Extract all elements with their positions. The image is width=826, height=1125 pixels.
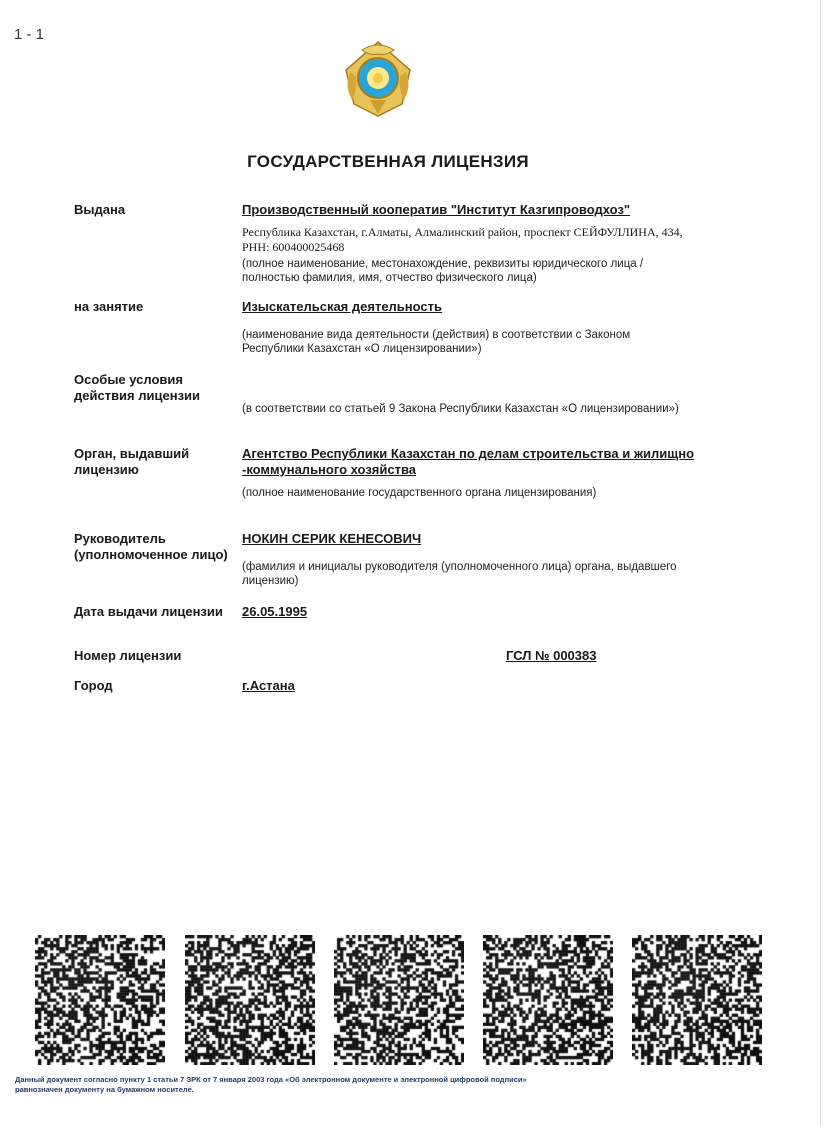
issued-to-address: Республика Казахстан, г.Алматы, Алмалинский район, проспект СЕЙФУЛЛИНА, 434, (242, 225, 683, 239)
head-label: (уполномоченное лицо) (74, 547, 228, 562)
qr-code (185, 935, 315, 1065)
special-conditions-label: Особые условия (74, 372, 183, 387)
document-title: ГОСУДАРСТВЕННАЯ ЛИЦЕНЗИЯ (247, 152, 529, 171)
issued-to-label: Выдана (74, 202, 126, 217)
special-conditions-note: (в соответствии со статьей 9 Закона Республики Казахстан «О лицензировании») (242, 403, 679, 415)
footer-line: равнозначен документу на бумажном носителе. (15, 1085, 194, 1094)
authority-note: (полное наименование государственного органа лицензирования) (242, 487, 597, 499)
authority-label: Орган, выдавший (74, 446, 190, 461)
page-number: 1 - 1 (14, 26, 45, 43)
qr-code (483, 935, 613, 1065)
head-value: НОКИН СЕРИК КЕНЕСОВИЧ (242, 531, 422, 546)
scan-edge (820, 0, 821, 1125)
head-label: Руководитель (74, 531, 166, 546)
qr-code (35, 935, 165, 1065)
issued-to-rnn: РНН: 600400025468 (242, 240, 345, 254)
city-label: Город (74, 678, 113, 693)
issue-date-value: 26.05.1995 (242, 604, 308, 619)
issue-date-label: Дата выдачи лицензии (74, 604, 223, 619)
issued-to-name: Производственный кооператив "Институт Казгипроводхоз" (242, 202, 631, 217)
head-note: лицензию) (242, 575, 299, 587)
qr-code-row (35, 935, 775, 1067)
authority-value: Агентство Республики Казахстан по делам строительства и жилищно (242, 446, 695, 461)
activity-label: на занятие (74, 299, 144, 314)
activity-note: Республики Казахстан «О лицензировании») (242, 343, 482, 355)
head-note: (фамилия и инициалы руководителя (уполномоченного лица) органа, выдавшего (242, 561, 677, 573)
activity-value: Изыскательская деятельность (242, 299, 443, 314)
footer-line: Данный документ согласно пункту 1 статьи 7 ЗРК от 7 января 2003 года «Об электронном документе и электронной цифровой подписи» (15, 1075, 527, 1084)
activity-note: (наименование вида деятельности (действия) в соответствии с Законом (242, 329, 631, 341)
state-emblem-icon (340, 38, 416, 120)
authority-value: -коммунального хозяйства (242, 462, 417, 477)
qr-code (632, 935, 762, 1065)
qr-code (334, 935, 464, 1065)
footer-legal-note (15, 1075, 635, 1095)
license-number-value: ГСЛ № 000383 (506, 648, 597, 663)
authority-label: лицензию (74, 462, 139, 477)
issued-to-note: (полное наименование, местонахождение, реквизиты юридического лица / (242, 258, 644, 270)
license-number-label: Номер лицензии (74, 648, 182, 663)
issued-to-note: полностью фамилия, имя, отчество физического лица) (242, 272, 537, 284)
city-value: г.Астана (242, 678, 295, 693)
special-conditions-label: действия лицензии (74, 388, 201, 403)
